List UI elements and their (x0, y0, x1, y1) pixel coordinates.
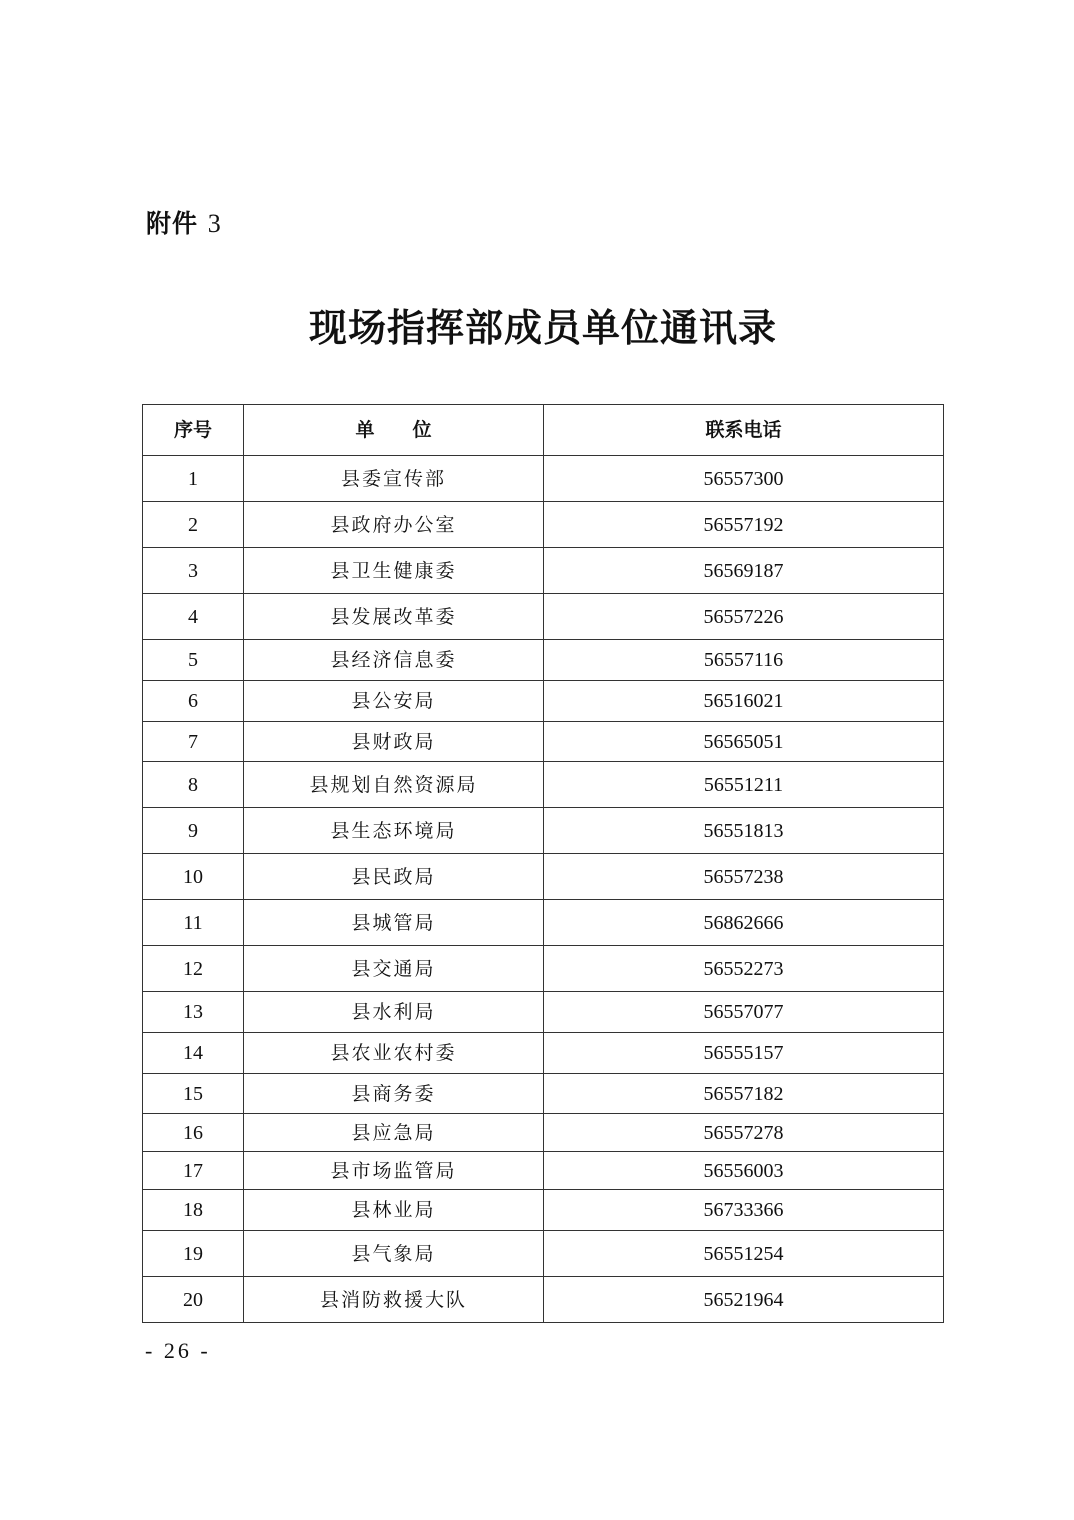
row-phone: 56733366 (544, 1190, 944, 1231)
header-unit: 单 位 (244, 405, 544, 456)
table-row (143, 1074, 944, 1114)
page-title: 现场指挥部成员单位通讯录 (308, 306, 777, 350)
row-seq: 16 (143, 1114, 244, 1152)
row-unit: 县商务委 (244, 1074, 544, 1114)
table-row (143, 594, 944, 640)
table-row (143, 722, 944, 762)
row-seq: 17 (143, 1152, 244, 1190)
row-unit: 县水利局 (244, 992, 544, 1033)
row-unit: 县经济信息委 (244, 640, 544, 681)
row-unit: 县公安局 (244, 681, 544, 722)
row-phone: 56557116 (544, 640, 944, 681)
row-unit: 县政府办公室 (244, 502, 544, 548)
row-unit: 县林业局 (244, 1190, 544, 1231)
row-phone: 56551813 (544, 808, 944, 854)
row-unit: 县农业农村委 (244, 1033, 544, 1074)
row-phone: 56551211 (544, 762, 944, 808)
table-row (143, 1190, 944, 1231)
table-header-row (143, 405, 944, 456)
row-phone: 56556003 (544, 1152, 944, 1190)
row-unit: 县财政局 (244, 722, 544, 762)
row-seq: 18 (143, 1190, 244, 1231)
row-unit: 县气象局 (244, 1231, 544, 1277)
table-row (143, 502, 944, 548)
row-seq: 13 (143, 992, 244, 1033)
row-phone: 56557192 (544, 502, 944, 548)
row-seq: 1 (143, 456, 244, 502)
table-row (143, 1231, 944, 1277)
row-unit: 县生态环境局 (244, 808, 544, 854)
row-unit: 县市场监管局 (244, 1152, 544, 1190)
row-phone: 56557077 (544, 992, 944, 1033)
row-seq: 14 (143, 1033, 244, 1074)
row-seq: 5 (143, 640, 244, 681)
row-unit: 县消防救援大队 (244, 1277, 544, 1323)
table-row (143, 900, 944, 946)
row-phone: 56557238 (544, 854, 944, 900)
row-phone: 56569187 (544, 548, 944, 594)
row-unit: 县卫生健康委 (244, 548, 544, 594)
row-seq: 8 (143, 762, 244, 808)
table-row (143, 762, 944, 808)
row-phone: 56557182 (544, 1074, 944, 1114)
contact-table (142, 404, 944, 1323)
row-unit: 县规划自然资源局 (244, 762, 544, 808)
header-phone: 联系电话 (544, 405, 944, 456)
attachment-label (146, 204, 222, 244)
row-seq: 19 (143, 1231, 244, 1277)
table-row (143, 1114, 944, 1152)
row-phone: 56862666 (544, 900, 944, 946)
row-phone: 56565051 (544, 722, 944, 762)
row-phone: 56516021 (544, 681, 944, 722)
row-phone: 56552273 (544, 946, 944, 992)
attachment-text: 附件 (146, 209, 199, 238)
table-row (143, 1277, 944, 1323)
row-unit: 县委宣传部 (244, 456, 544, 502)
header-seq: 序号 (143, 405, 244, 456)
row-phone: 56557278 (544, 1114, 944, 1152)
table-row (143, 548, 944, 594)
table-row (143, 1033, 944, 1074)
row-seq: 15 (143, 1074, 244, 1114)
row-seq: 10 (143, 854, 244, 900)
row-seq: 4 (143, 594, 244, 640)
row-seq: 11 (143, 900, 244, 946)
page-number: - 26 - (145, 1338, 211, 1363)
row-seq: 2 (143, 502, 244, 548)
row-seq: 7 (143, 722, 244, 762)
attachment-number: 3 (207, 209, 222, 238)
row-unit: 县发展改革委 (244, 594, 544, 640)
row-phone: 56521964 (544, 1277, 944, 1323)
row-seq: 20 (143, 1277, 244, 1323)
row-phone: 56557226 (544, 594, 944, 640)
row-phone: 56557300 (544, 456, 944, 502)
row-unit: 县民政局 (244, 854, 544, 900)
row-unit: 县城管局 (244, 900, 544, 946)
table-row (143, 808, 944, 854)
row-seq: 3 (143, 548, 244, 594)
table-row (143, 1152, 944, 1190)
row-unit: 县应急局 (244, 1114, 544, 1152)
table-row (143, 456, 944, 502)
row-phone: 56555157 (544, 1033, 944, 1074)
row-unit: 县交通局 (244, 946, 544, 992)
row-phone: 56551254 (544, 1231, 944, 1277)
table-row (143, 992, 944, 1033)
row-seq: 9 (143, 808, 244, 854)
table-row (143, 854, 944, 900)
table-row (143, 640, 944, 681)
table-row (143, 946, 944, 992)
row-seq: 12 (143, 946, 244, 992)
table-row (143, 681, 944, 722)
row-seq: 6 (143, 681, 244, 722)
